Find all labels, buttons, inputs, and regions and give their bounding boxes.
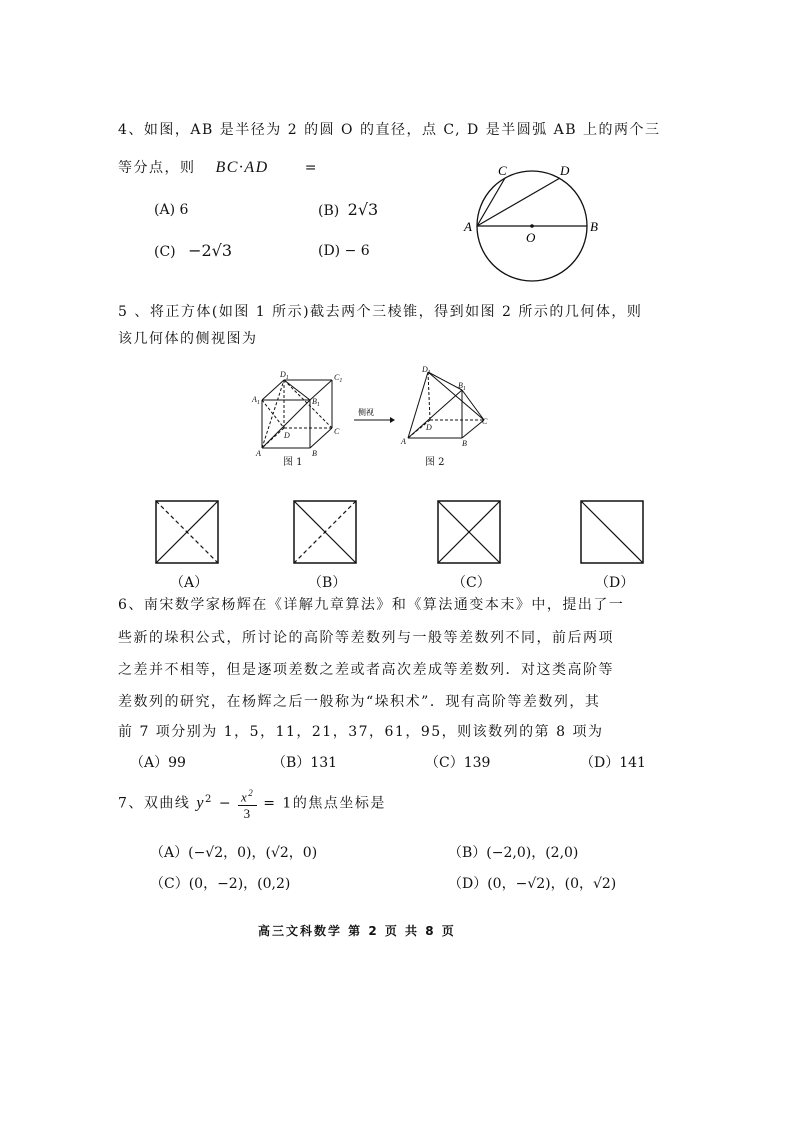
q6-option-a: （A）99 (130, 755, 186, 771)
q4-option-c: (C) −2√3 (154, 241, 233, 260)
q6-line4: 差数列的研究，在杨辉之后一般称为“垛积术”．现有高阶等差数列，其 (118, 694, 601, 710)
chord-ac (477, 178, 505, 226)
q6-option-b: （B）131 (272, 755, 338, 771)
fig1-caption: 图 1 (283, 457, 303, 468)
q6-line3: 之差并不相等，但是逐项差数之差或者高次差成等差数列．对这类高阶等 (118, 662, 614, 678)
q5-figure2-solid (396, 362, 496, 462)
svg-text:C1: $C_1$ (334, 373, 343, 384)
svg-text:B: B (312, 449, 317, 458)
q4-vector-expr: BC·AD (215, 159, 269, 176)
q4-line2: 等分点，则 BC·AD = (118, 159, 318, 176)
svg-text:D: D (284, 431, 290, 440)
q5-choice-a-view (155, 500, 219, 564)
svg-text:C: C (482, 417, 488, 426)
side-view-arrow (352, 405, 396, 425)
q6-option-c: （C）139 (425, 755, 491, 771)
q5-choice-d-view (580, 500, 644, 564)
q7-option-a: （A）(−√2，0)，(√2，0) (150, 845, 318, 861)
q7-option-b: （B）(−2,0)，(2,0) (448, 845, 579, 861)
svg-text:D: D (426, 423, 432, 432)
q4-circle-figure (460, 155, 610, 290)
chord-ad (477, 178, 560, 226)
q4-option-d: (D) − 6 (318, 243, 370, 259)
q4-number: 4、 (118, 122, 144, 138)
q4-option-b: (B) 2√3 (318, 200, 379, 219)
q5-line1: 5 、将正方体(如图 1 所示)截去两个三棱锥，得到如图 2 所示的几何体，则 (118, 304, 643, 320)
svg-text:B1: $B_1$ (312, 397, 320, 408)
arrow-label: 侧视 (358, 408, 374, 417)
q5-choice-c-view (437, 500, 501, 564)
q5-choice-b-view (293, 500, 357, 564)
q4-option-a: (A) 6 (154, 202, 189, 218)
svg-text:A1: $A_1$ (252, 395, 260, 406)
svg-text:A: A (401, 437, 406, 446)
label-b: B (590, 219, 598, 234)
svg-text:D1: $D_1$ (422, 365, 431, 376)
q5-choice-a-label: （A） (170, 575, 209, 591)
svg-text:C: C (334, 427, 340, 436)
q4-text-1: 如图，AB 是半径为 2 的圆 O 的直径，点 C, D 是半圆弧 AB 上的两个三 (143, 122, 661, 138)
q6-option-d: （D）141 (580, 755, 646, 771)
q5-choice-d-label: （D） (595, 575, 635, 591)
center-dot (530, 224, 534, 228)
q5-figure1-cube (250, 366, 360, 466)
fig2-caption: 图 2 (425, 457, 445, 468)
q5-line2: 该几何体的侧视图为 (118, 331, 258, 347)
label-o: O (526, 230, 536, 245)
page-footer: 高三文科数学 第 2 页 共 8 页 (258, 924, 456, 938)
label-a: A (464, 219, 472, 234)
q7-fraction: $\frac{x^2}{3}$ (238, 786, 257, 820)
q6-line5: 前 7 项分别为 1，5，11，21，37，61，95，则该数列的第 8 项为 (118, 724, 604, 740)
q7-stem: 7、双曲线 $y^2$ − $\frac{x^2}{3}$ = 1的焦点坐标是 (118, 788, 386, 821)
label-c: C (498, 163, 507, 178)
q7-option-c: （C）(0，−2)，(0,2) (150, 876, 291, 892)
q6-line2: 些新的垛积公式，所讨论的高阶等差数列与一般等差数列不同，前后两项 (118, 630, 614, 646)
q5-choice-c-label: （C） (452, 575, 491, 591)
q5-choice-b-label: （B） (308, 575, 347, 591)
q6-line1: 6、南宋数学家杨辉在《详解九章算法》和《算法通变本末》中，提出了一 (118, 597, 625, 613)
svg-text:D1: $D_1$ (280, 370, 289, 381)
label-d: D (560, 163, 570, 178)
svg-text:B1: $B_1$ (458, 381, 466, 392)
q7-option-d: （D）(0，−√2)，(0，√2) (448, 876, 617, 892)
svg-text:A: A (256, 449, 261, 458)
svg-text:B: B (462, 439, 467, 448)
q4-line1 (118, 120, 661, 140)
